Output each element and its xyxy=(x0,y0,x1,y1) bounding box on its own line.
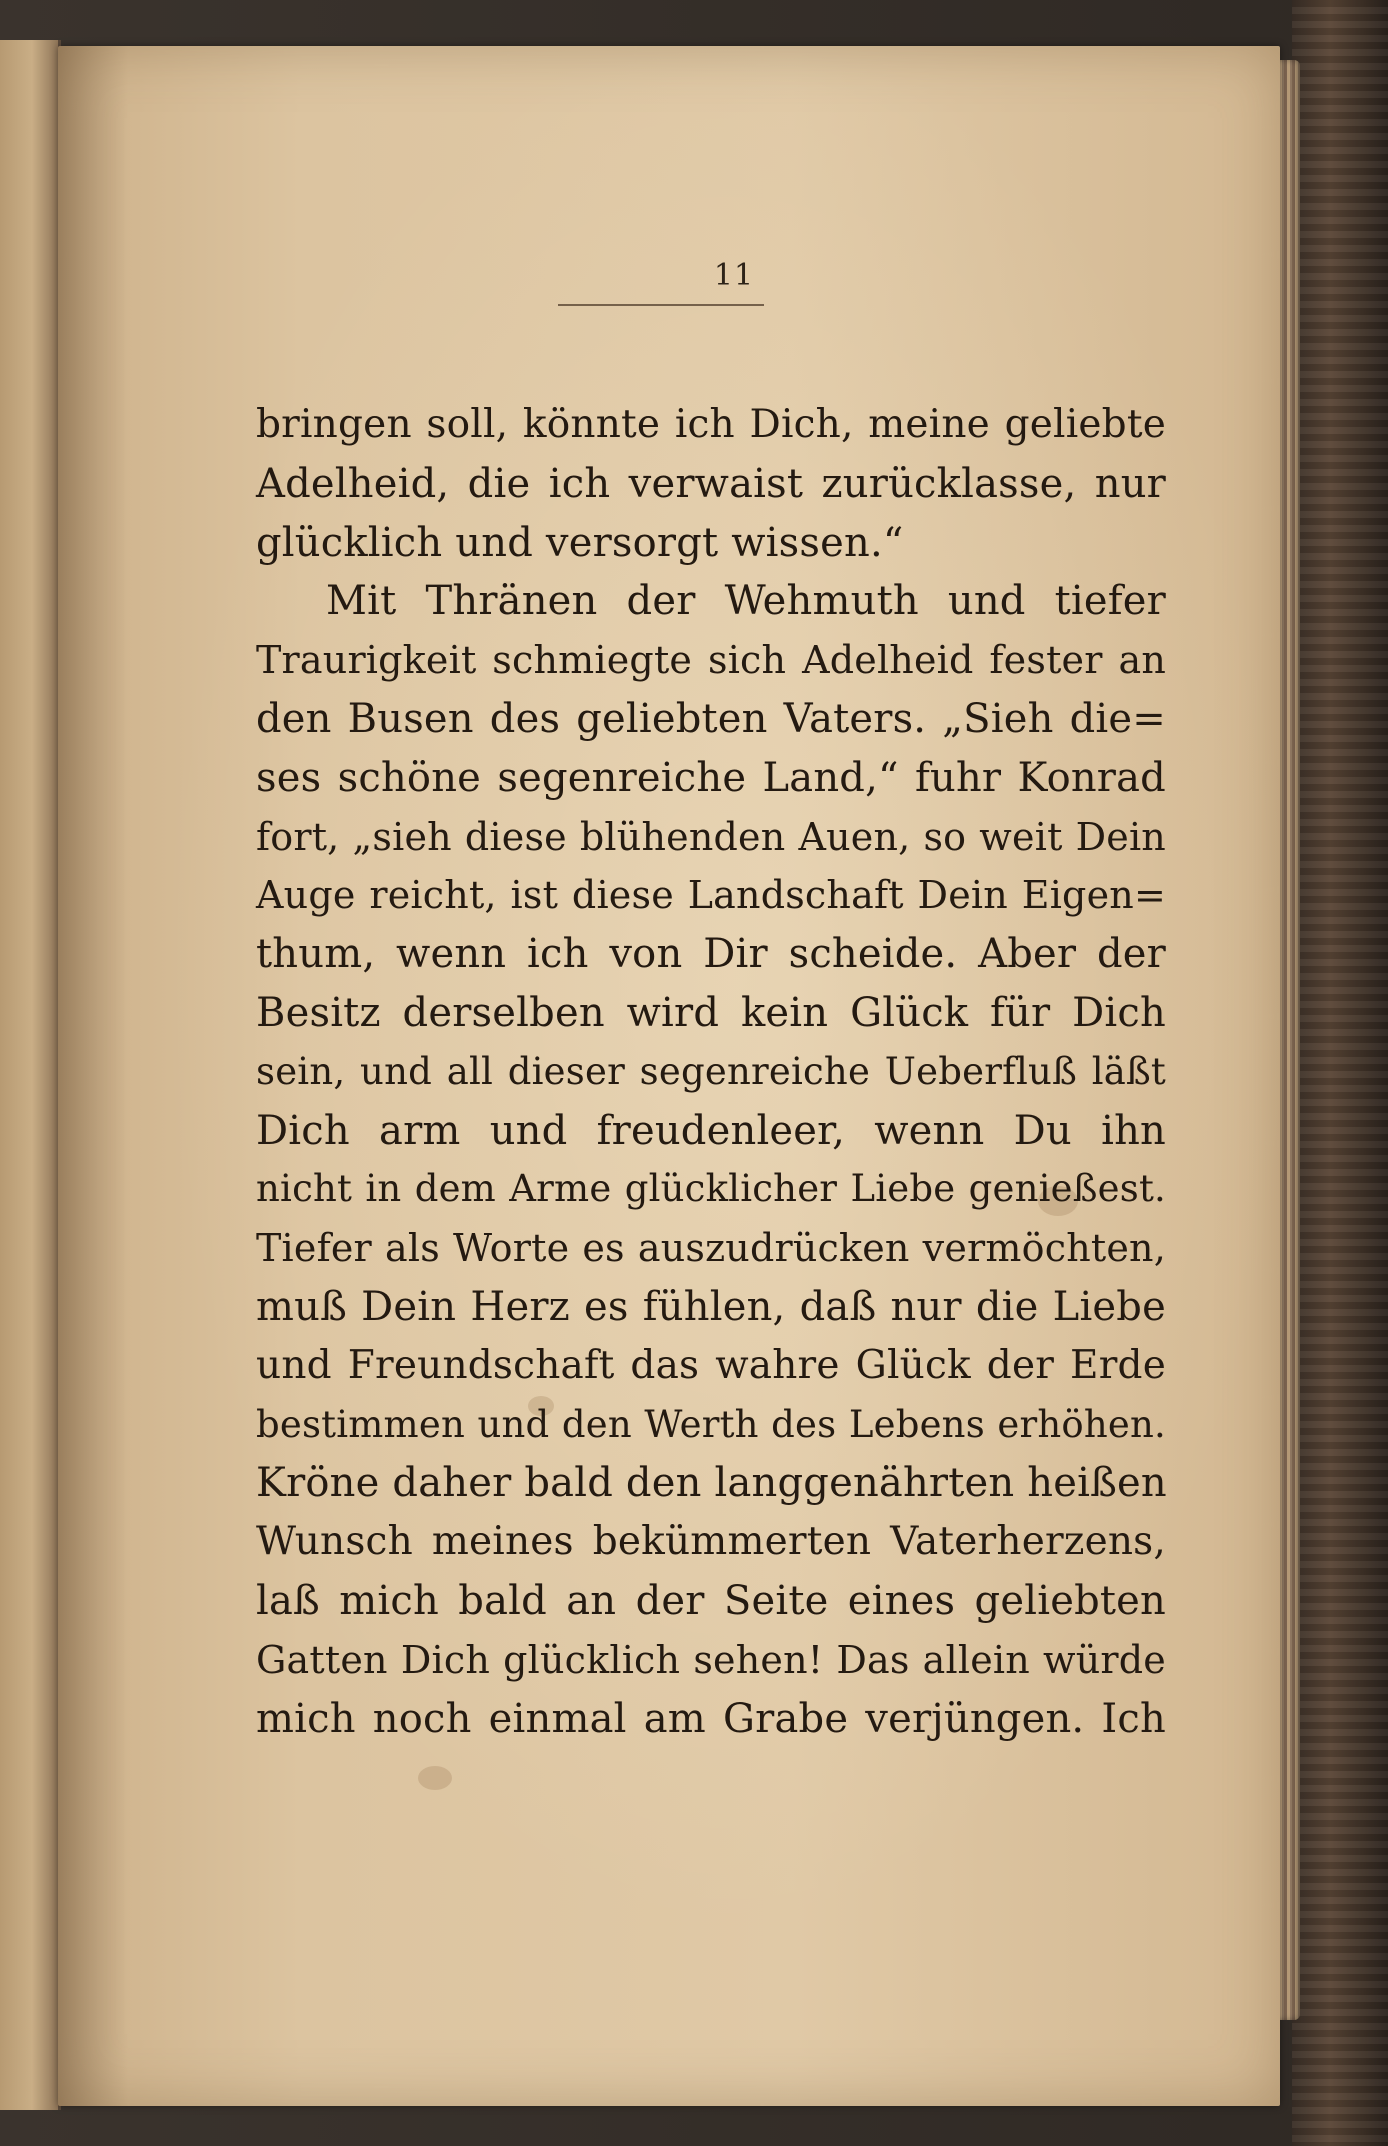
text-line: Adelheid, die ich verwaist zurücklasse, nur xyxy=(256,460,1166,507)
text-line: Mit Thränen der Wehmuth und tiefer xyxy=(326,578,1166,625)
text-line: Auge reicht, ist diese Landschaft Dein Eigen= xyxy=(256,873,1166,918)
text-line: Traurigkeit schmiegte sich Adelheid fester an xyxy=(256,638,1166,683)
text-line: glücklich und versorgt wissen.“ xyxy=(256,519,904,566)
left-facing-page-edge xyxy=(0,40,61,2110)
text-line: Besitz derselben wird kein Glück für Dich xyxy=(256,989,1166,1036)
foxing-spot xyxy=(418,1766,452,1790)
text-line: Dich arm und freudenleer, wenn Du ihn xyxy=(256,1107,1166,1154)
text-line: Gatten Dich glücklich sehen! Das allein würde xyxy=(256,1637,1166,1682)
text-line: und Freundschaft das wahre Glück der Erde xyxy=(256,1342,1166,1388)
text-line: Kröne daher bald den langgenährten heißen xyxy=(256,1460,1167,1507)
text-line: thum, wenn ich von Dir scheide. Aber der xyxy=(256,931,1166,978)
text-line: muß Dein Herz es fühlen, daß nur die Liebe xyxy=(256,1283,1166,1330)
text-line: Wunsch meines bekümmerten Vaterherzens, xyxy=(256,1519,1166,1565)
gutter-shadow xyxy=(58,46,128,2106)
text-line: mich noch einmal am Grabe verjüngen. Ich xyxy=(256,1695,1166,1742)
text-line: nicht in dem Arme glücklicher Liebe genießest. xyxy=(256,1167,1166,1211)
book-cover-edge xyxy=(1292,0,1388,2146)
page-number: 11 xyxy=(713,258,755,293)
text-line: Tiefer als Worte es auszudrücken vermöchten, xyxy=(256,1226,1166,1271)
header-rule xyxy=(558,304,764,306)
text-line: sein, und all dieser segenreiche Ueberfluß läßt xyxy=(256,1049,1166,1093)
body-text xyxy=(256,396,1166,1748)
text-line: ses schöne segenreiche Land,“ fuhr Konrad xyxy=(256,754,1166,801)
text-line: fort, „sieh diese blühenden Auen, so weit Dein xyxy=(256,814,1166,859)
text-line: bestimmen und den Werth des Lebens erhöhen. xyxy=(256,1402,1166,1446)
text-line: laß mich bald an der Seite eines geliebten xyxy=(256,1577,1166,1624)
book-page xyxy=(58,46,1280,2106)
text-line: den Busen des geliebten Vaters. „Sieh die= xyxy=(256,695,1166,742)
text-line: bringen soll, könnte ich Dich, meine geliebte xyxy=(256,402,1166,447)
